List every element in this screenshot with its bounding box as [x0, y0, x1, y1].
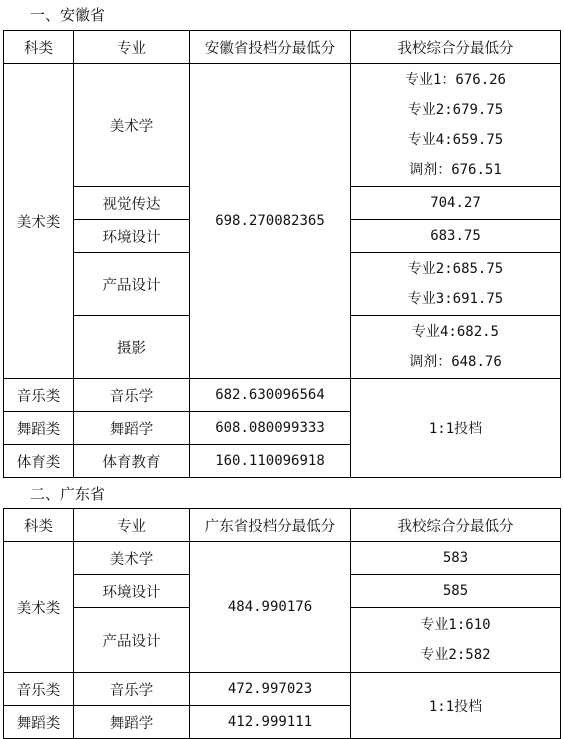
school-score-meishuxue: [351, 64, 561, 187]
school-score-chanpin: [351, 253, 561, 316]
table-row: [4, 64, 561, 187]
major-huanjing: 环境设计: [74, 575, 190, 608]
category-sport: 体育类: [4, 445, 74, 478]
score-line: 专业1:610: [420, 617, 491, 633]
section-title-anhui: 一、安徽省: [30, 6, 106, 24]
major-meishuxue: 美术学: [74, 64, 190, 187]
score-line: 专业2:685.75: [407, 261, 504, 277]
table-row: [4, 673, 561, 706]
major-music: 音乐学: [74, 673, 190, 706]
school-score-huanjing: 683.75: [351, 220, 561, 253]
dance-province-min-score: 608.080099333: [190, 412, 351, 445]
table-row: [4, 379, 561, 412]
school-score-shijue: 704.27: [351, 187, 561, 220]
sport-province-min-score: 160.110096918: [190, 445, 351, 478]
major-dance: 舞蹈学: [74, 412, 190, 445]
score-line: 专业4:659.75: [407, 132, 504, 148]
header-category: 科类: [4, 509, 74, 542]
school-score-chanpin: [351, 608, 561, 673]
header-province-min-score: 安徽省投档分最低分: [190, 31, 351, 64]
table-header-row: [4, 31, 561, 64]
major-sheying: 摄影: [74, 316, 190, 379]
music-province-min-score: 472.997023: [190, 673, 351, 706]
major-sport: 体育教育: [74, 445, 190, 478]
guangdong-score-table: [3, 508, 561, 739]
major-huanjing: 环境设计: [74, 220, 190, 253]
major-chanpin: 产品设计: [74, 608, 190, 673]
category-art: 美术类: [4, 542, 74, 673]
header-major: 专业: [74, 509, 190, 542]
score-line: 专业4:682.5: [411, 324, 499, 340]
tied-admission-cell: 1:1投档: [351, 673, 561, 739]
major-chanpin: 产品设计: [74, 253, 190, 316]
major-shijue: 视觉传达: [74, 187, 190, 220]
header-major: 专业: [74, 31, 190, 64]
major-dance: 舞蹈学: [74, 706, 190, 739]
header-school-min-score: 我校综合分最低分: [351, 31, 561, 64]
score-line: 调剂：648.76: [409, 354, 502, 370]
score-line: 专业1：676.26: [404, 72, 506, 88]
school-score-meishuxue: 583: [351, 542, 561, 575]
category-dance: 舞蹈类: [4, 706, 74, 739]
header-school-min-score: 我校综合分最低分: [351, 509, 561, 542]
category-art: 美术类: [4, 64, 74, 379]
music-province-min-score: 682.630096564: [190, 379, 351, 412]
score-line: 调剂：676.51: [409, 162, 502, 178]
school-score-huanjing: 585: [351, 575, 561, 608]
anhui-score-table: [3, 30, 561, 478]
category-music: 音乐类: [4, 673, 74, 706]
category-dance: 舞蹈类: [4, 412, 74, 445]
score-line: 专业2:679.75: [407, 102, 504, 118]
major-meishuxue: 美术学: [74, 542, 190, 575]
tied-admission-cell: 1:1投档: [351, 379, 561, 478]
major-music: 音乐学: [74, 379, 190, 412]
table-row: [4, 542, 561, 575]
score-line: 专业3:691.75: [407, 291, 504, 307]
section-title-guangdong: 二、广东省: [30, 485, 106, 503]
art-province-min-score: 698.270082365: [190, 64, 351, 379]
dance-province-min-score: 412.999111: [190, 706, 351, 739]
category-music: 音乐类: [4, 379, 74, 412]
header-province-min-score: 广东省投档分最低分: [190, 509, 351, 542]
score-line: 专业2:582: [420, 647, 491, 663]
header-category: 科类: [4, 31, 74, 64]
art-province-min-score: 484.990176: [190, 542, 351, 673]
table-header-row: [4, 509, 561, 542]
school-score-sheying: [351, 316, 561, 379]
